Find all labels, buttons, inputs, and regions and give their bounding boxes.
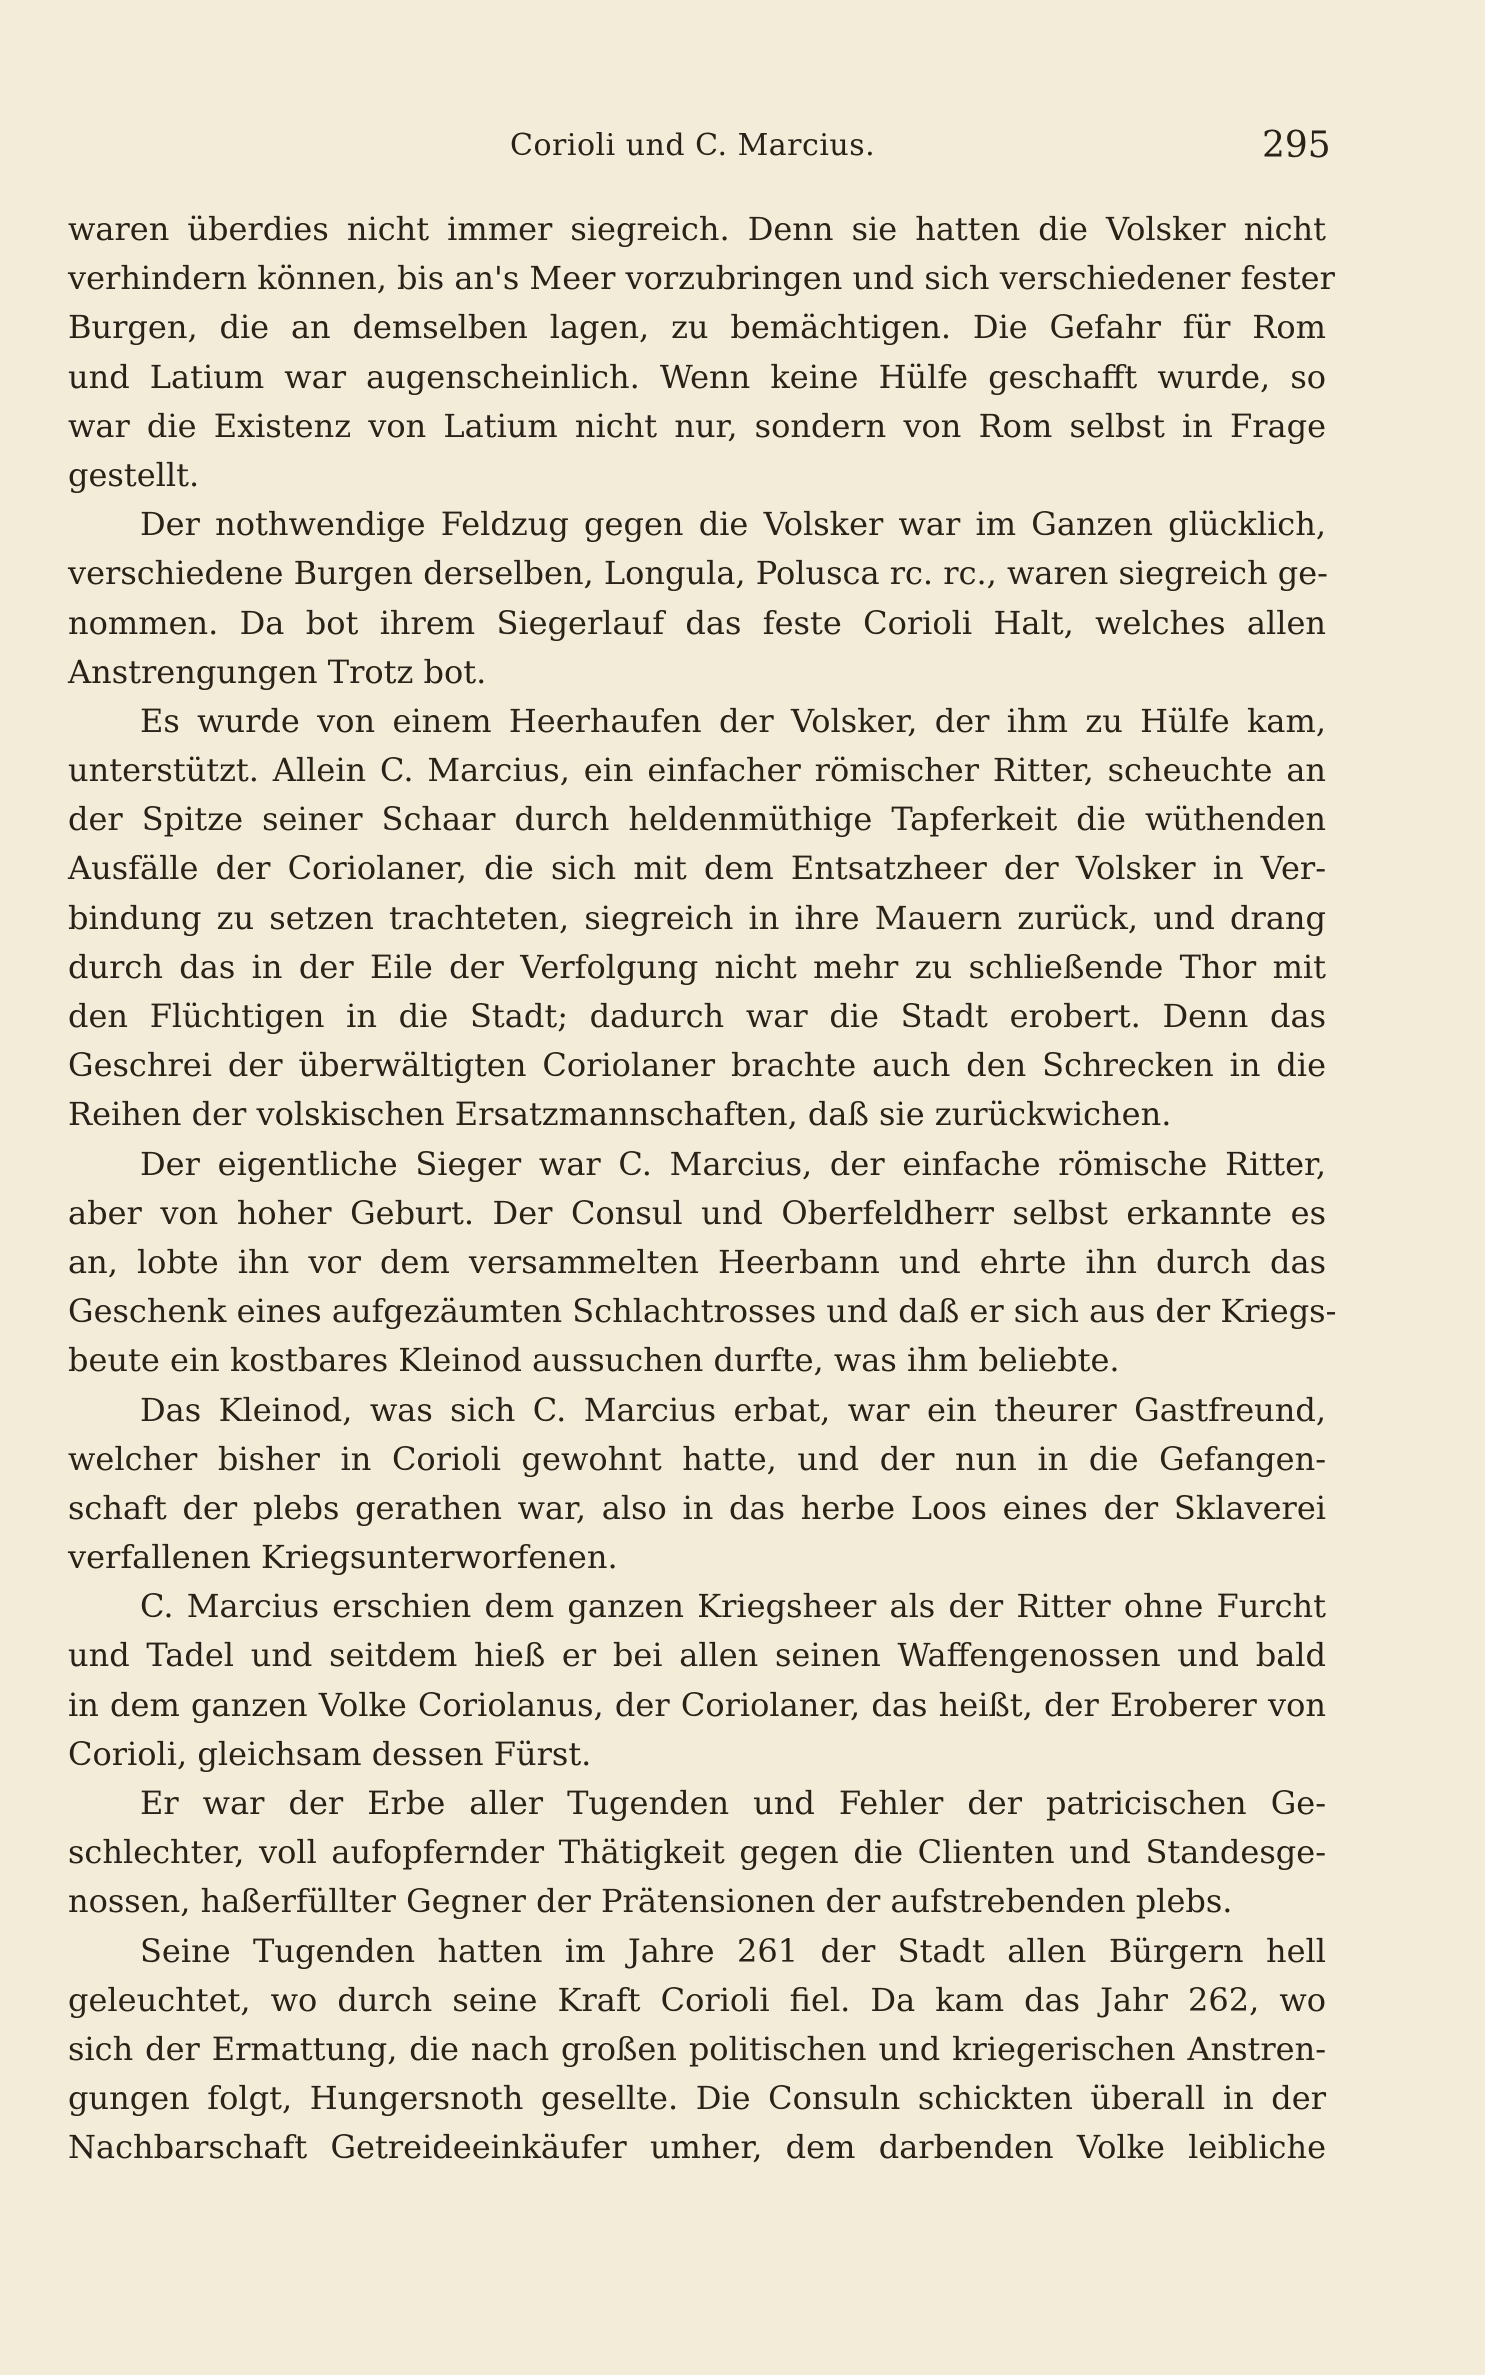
text-line: bindung zu setzen trachteten, siegreich in ihre Mauern zurück, und drang <box>68 898 1326 937</box>
text-line: Corioli, gleichsam dessen Fürst. <box>68 1734 592 1773</box>
text-line: verhindern können, bis an's Meer vorzubringen und sich verschiedener fester <box>68 259 1335 298</box>
text-line: Reihen der volskischen Ersatzmannschaften, daß sie zurückwichen. <box>68 1095 1172 1134</box>
text-line: unterstützt. Allein C. Marcius, ein einfacher römischer Ritter, scheuchte an <box>68 751 1326 790</box>
text-line: Anstrengungen Trotz bot. <box>68 652 487 691</box>
text-line: sich der Ermattung, die nach großen politischen und kriegerischen Anstren- <box>68 2029 1326 2068</box>
text-line: gungen folgt, Hungersnoth gesellte. Die Consuln schickten überall in der <box>68 2079 1326 2118</box>
page-number: 295 <box>1262 125 1331 166</box>
text-line: aber von hoher Geburt. Der Consul und Oberfeldherr selbst erkannte es <box>68 1193 1326 1232</box>
text-line: an, lobte ihn vor dem versammelten Heerbann und ehrte ihn durch das <box>68 1242 1326 1281</box>
text-line: schaft der plebs gerathen war, also in das herbe Loos eines der Sklaverei <box>68 1488 1326 1527</box>
text-line: Seine Tugenden hatten im Jahre 261 der Stadt allen Bürgern hell <box>140 1931 1326 1970</box>
text-line: Das Kleinod, was sich C. Marcius erbat, war ein theurer Gastfreund, <box>140 1390 1326 1429</box>
text-line: verfallenen Kriegsunterworfenen. <box>68 1538 618 1577</box>
body-text <box>68 205 1337 2173</box>
text-line: der Spitze seiner Schaar durch heldenmüthige Tapferkeit die wüthenden <box>68 800 1326 839</box>
text-line: durch das in der Eile der Verfolgung nicht mehr zu schließende Thor mit <box>68 947 1326 986</box>
text-line: gestellt. <box>68 455 200 494</box>
text-line: Geschenk eines aufgezäumten Schlachtrosses und daß er sich aus der Kriegs- <box>68 1292 1337 1331</box>
text-line: schlechter, voll aufopfernder Thätigkeit gegen die Clienten und Standesge- <box>68 1833 1326 1872</box>
text-line: Er war der Erbe aller Tugenden und Fehler der patricischen Ge- <box>140 1784 1326 1822</box>
text-line: geleuchtet, wo durch seine Kraft Corioli fiel. Da kam das Jahr 262, wo <box>68 1980 1326 2019</box>
text-line: Der eigentliche Sieger war C. Marcius, der einfache römische Ritter, <box>140 1144 1326 1183</box>
text-line: nossen, haßerfüllter Gegner der Prätensionen der aufstrebenden plebs. <box>68 1882 1233 1921</box>
text-line: war die Existenz von Latium nicht nur, sondern von Rom selbst in Frage <box>68 406 1326 445</box>
running-head: Corioli und C. Marcius. <box>510 128 876 163</box>
text-line: Ausfälle der Coriolaner, die sich mit dem Entsatzheer der Volsker in Ver- <box>68 849 1326 888</box>
text-line: Es wurde von einem Heerhaufen der Volsker, der ihm zu Hülfe kam, <box>140 701 1326 740</box>
text-line: beute ein kostbares Kleinod aussuchen durfte, was ihm beliebte. <box>68 1341 1120 1380</box>
text-line: und Latium war augenscheinlich. Wenn keine Hülfe geschafft wurde, so <box>68 357 1326 396</box>
text-line: in dem ganzen Volke Coriolanus, der Coriolaner, das heißt, der Eroberer von <box>68 1685 1326 1724</box>
text-line: nommen. Da bot ihrem Siegerlauf das feste Corioli Halt, welches allen <box>68 603 1326 642</box>
text-line: C. Marcius erschien dem ganzen Kriegsheer als der Ritter ohne Furcht <box>140 1587 1326 1626</box>
text-line: Nachbarschaft Getreideeinkäufer umher, dem darbenden Volke leibliche <box>68 2128 1326 2167</box>
text-line: welcher bisher in Corioli gewohnt hatte, und der nun in die Gefangen- <box>68 1439 1326 1478</box>
text-line: Burgen, die an demselben lagen, zu bemächtigen. Die Gefahr für Rom <box>68 308 1326 347</box>
text-line: waren überdies nicht immer siegreich. Denn sie hatten die Volsker nicht <box>68 210 1326 248</box>
text-line: und Tadel und seitdem hieß er bei allen seinen Waffengenossen und bald <box>68 1636 1326 1675</box>
text-line: verschiedene Burgen derselben, Longula, Polusca rc. rc., waren siegreich ge- <box>68 554 1328 593</box>
text-line: Geschrei der überwältigten Coriolaner brachte auch den Schrecken in die <box>68 1046 1326 1085</box>
text-line: den Flüchtigen in die Stadt; dadurch war die Stadt erobert. Denn das <box>68 997 1326 1035</box>
text-line: Der nothwendige Feldzug gegen die Volsker war im Ganzen glücklich, <box>140 505 1326 544</box>
